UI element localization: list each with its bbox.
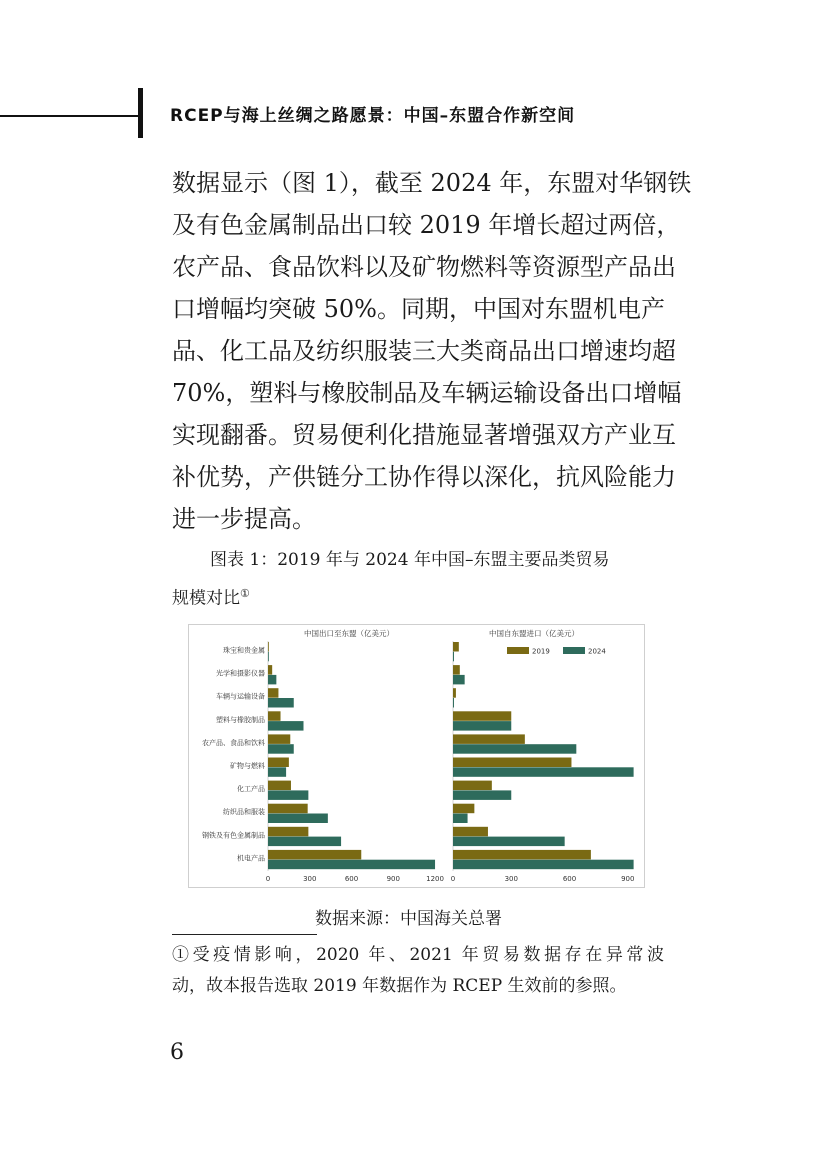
bar-2024	[453, 837, 565, 847]
bar-2019	[453, 850, 591, 860]
page-number: 6	[170, 1040, 184, 1065]
bar-2019	[453, 804, 474, 814]
bar-2019	[453, 734, 525, 744]
bar-2024	[268, 767, 286, 777]
running-title: RCEP与海上丝绸之路愿景：中国–东盟合作新空间	[170, 106, 576, 126]
bar-2024	[453, 790, 511, 800]
body-line: 品、化工品及纺织服装三大类商品出口增速均超	[172, 337, 676, 365]
bar-2024	[268, 790, 308, 800]
category-label: 车辆与运输设备	[216, 692, 265, 701]
body-line: 数据显示（图 1），截至 2024 年，东盟对华钢铁	[172, 169, 692, 197]
bar-2024	[453, 814, 468, 824]
category-label: 塑料与橡胶制品	[216, 715, 265, 724]
x-tick-label: 600	[344, 875, 359, 883]
legend-swatch	[507, 647, 529, 654]
bar-2024	[453, 721, 511, 731]
body-line: 农产品、食品饮料以及矿物燃料等资源型产品出	[172, 253, 676, 281]
bar-2019	[268, 665, 272, 675]
x-tick-label: 300	[504, 875, 518, 883]
x-tick-label: 1200	[426, 875, 444, 883]
footnote-marker: ①	[240, 587, 250, 600]
bar-2019	[268, 734, 290, 744]
bar-2024	[453, 652, 454, 662]
category-label: 机电产品	[237, 854, 265, 863]
bar-2024	[453, 767, 634, 777]
bar-2019	[453, 711, 511, 721]
x-tick-label: 0	[450, 875, 456, 883]
footnote	[172, 940, 664, 1002]
body-line: 实现翻番。贸易便利化措施显著增强双方产业互	[172, 421, 676, 449]
footnote-rule	[172, 934, 317, 935]
bar-2024	[453, 860, 634, 870]
x-tick-label: 900	[386, 875, 400, 883]
header-rule	[0, 115, 140, 117]
body-line: 进一步提高。	[172, 505, 316, 533]
x-tick-label: 300	[303, 875, 317, 883]
category-label: 钢铁及有色金属制品	[202, 831, 265, 840]
bar-2019	[268, 642, 269, 652]
footnote-line: ①受疫情影响，2020 年、2021 年贸易数据存在异常波	[172, 945, 664, 965]
category-label: 纺织品和服装	[223, 808, 265, 817]
data-source: 数据来源：中国海关总署	[315, 909, 502, 929]
legend-label: 2019	[532, 647, 550, 656]
trade-comparison-chart	[189, 625, 644, 887]
chart-figure	[188, 624, 645, 888]
caption-text: 规模对比	[172, 588, 240, 609]
category-label: 化工产品	[237, 785, 265, 794]
header-bar	[138, 88, 143, 138]
category-label: 矿物与燃料	[230, 762, 265, 770]
body-line: 及有色金属制品出口较 2019 年增长超过两倍，	[172, 211, 681, 239]
x-tick-label: 900	[621, 875, 635, 883]
x-tick-label: 600	[562, 875, 577, 883]
category-label: 珠宝和贵金属	[223, 646, 265, 655]
bar-2024	[268, 721, 303, 731]
bar-2019	[268, 758, 289, 768]
caption-line: 图表 1：2019 年与 2024 年中国–东盟主要品类贸易	[210, 550, 610, 570]
x-tick-label: 0	[265, 875, 271, 883]
body-line: 补优势，产供链分工协作得以深化，抗风险能力	[172, 463, 676, 491]
legend-swatch	[563, 647, 585, 654]
bar-2024	[268, 744, 294, 754]
bar-2024	[268, 814, 328, 824]
bar-2019	[268, 827, 308, 837]
bar-2019	[453, 665, 460, 675]
bar-2024	[268, 675, 276, 685]
bar-2019	[453, 827, 488, 837]
legend-label: 2024	[588, 647, 606, 656]
chart-title: 中国出口至东盟（亿美元）	[304, 629, 394, 638]
chart-title: 中国自东盟进口（亿美元）	[489, 629, 579, 638]
bar-2024	[268, 652, 269, 662]
bar-2019	[268, 804, 308, 814]
category-label: 农产品、食品和饮料	[202, 738, 265, 747]
bar-2019	[453, 642, 459, 652]
bar-2024	[453, 698, 454, 708]
body-line: 70%，塑料与橡胶制品及车辆运输设备出口增幅	[172, 379, 682, 407]
bar-2019	[268, 850, 361, 860]
bar-2024	[268, 698, 294, 708]
bar-2019	[453, 758, 571, 768]
bar-2019	[453, 781, 492, 791]
body-paragraph	[172, 162, 692, 540]
category-label: 光学和摄影仪器	[216, 669, 265, 678]
caption-line	[172, 577, 664, 616]
footnote-line: 动，故本报告选取 2019 年数据作为 RCEP 生效前的参照。	[172, 976, 627, 996]
bar-2024	[453, 675, 465, 685]
bar-2019	[268, 688, 278, 698]
bar-2024	[453, 744, 576, 754]
bar-2019	[453, 688, 456, 698]
body-line: 口增幅均突破 50%。同期，中国对东盟机电产	[172, 295, 665, 323]
bar-2019	[268, 711, 281, 721]
bar-2024	[268, 860, 435, 870]
figure-caption	[172, 544, 664, 616]
bar-2019	[268, 781, 291, 791]
bar-2024	[268, 837, 341, 847]
